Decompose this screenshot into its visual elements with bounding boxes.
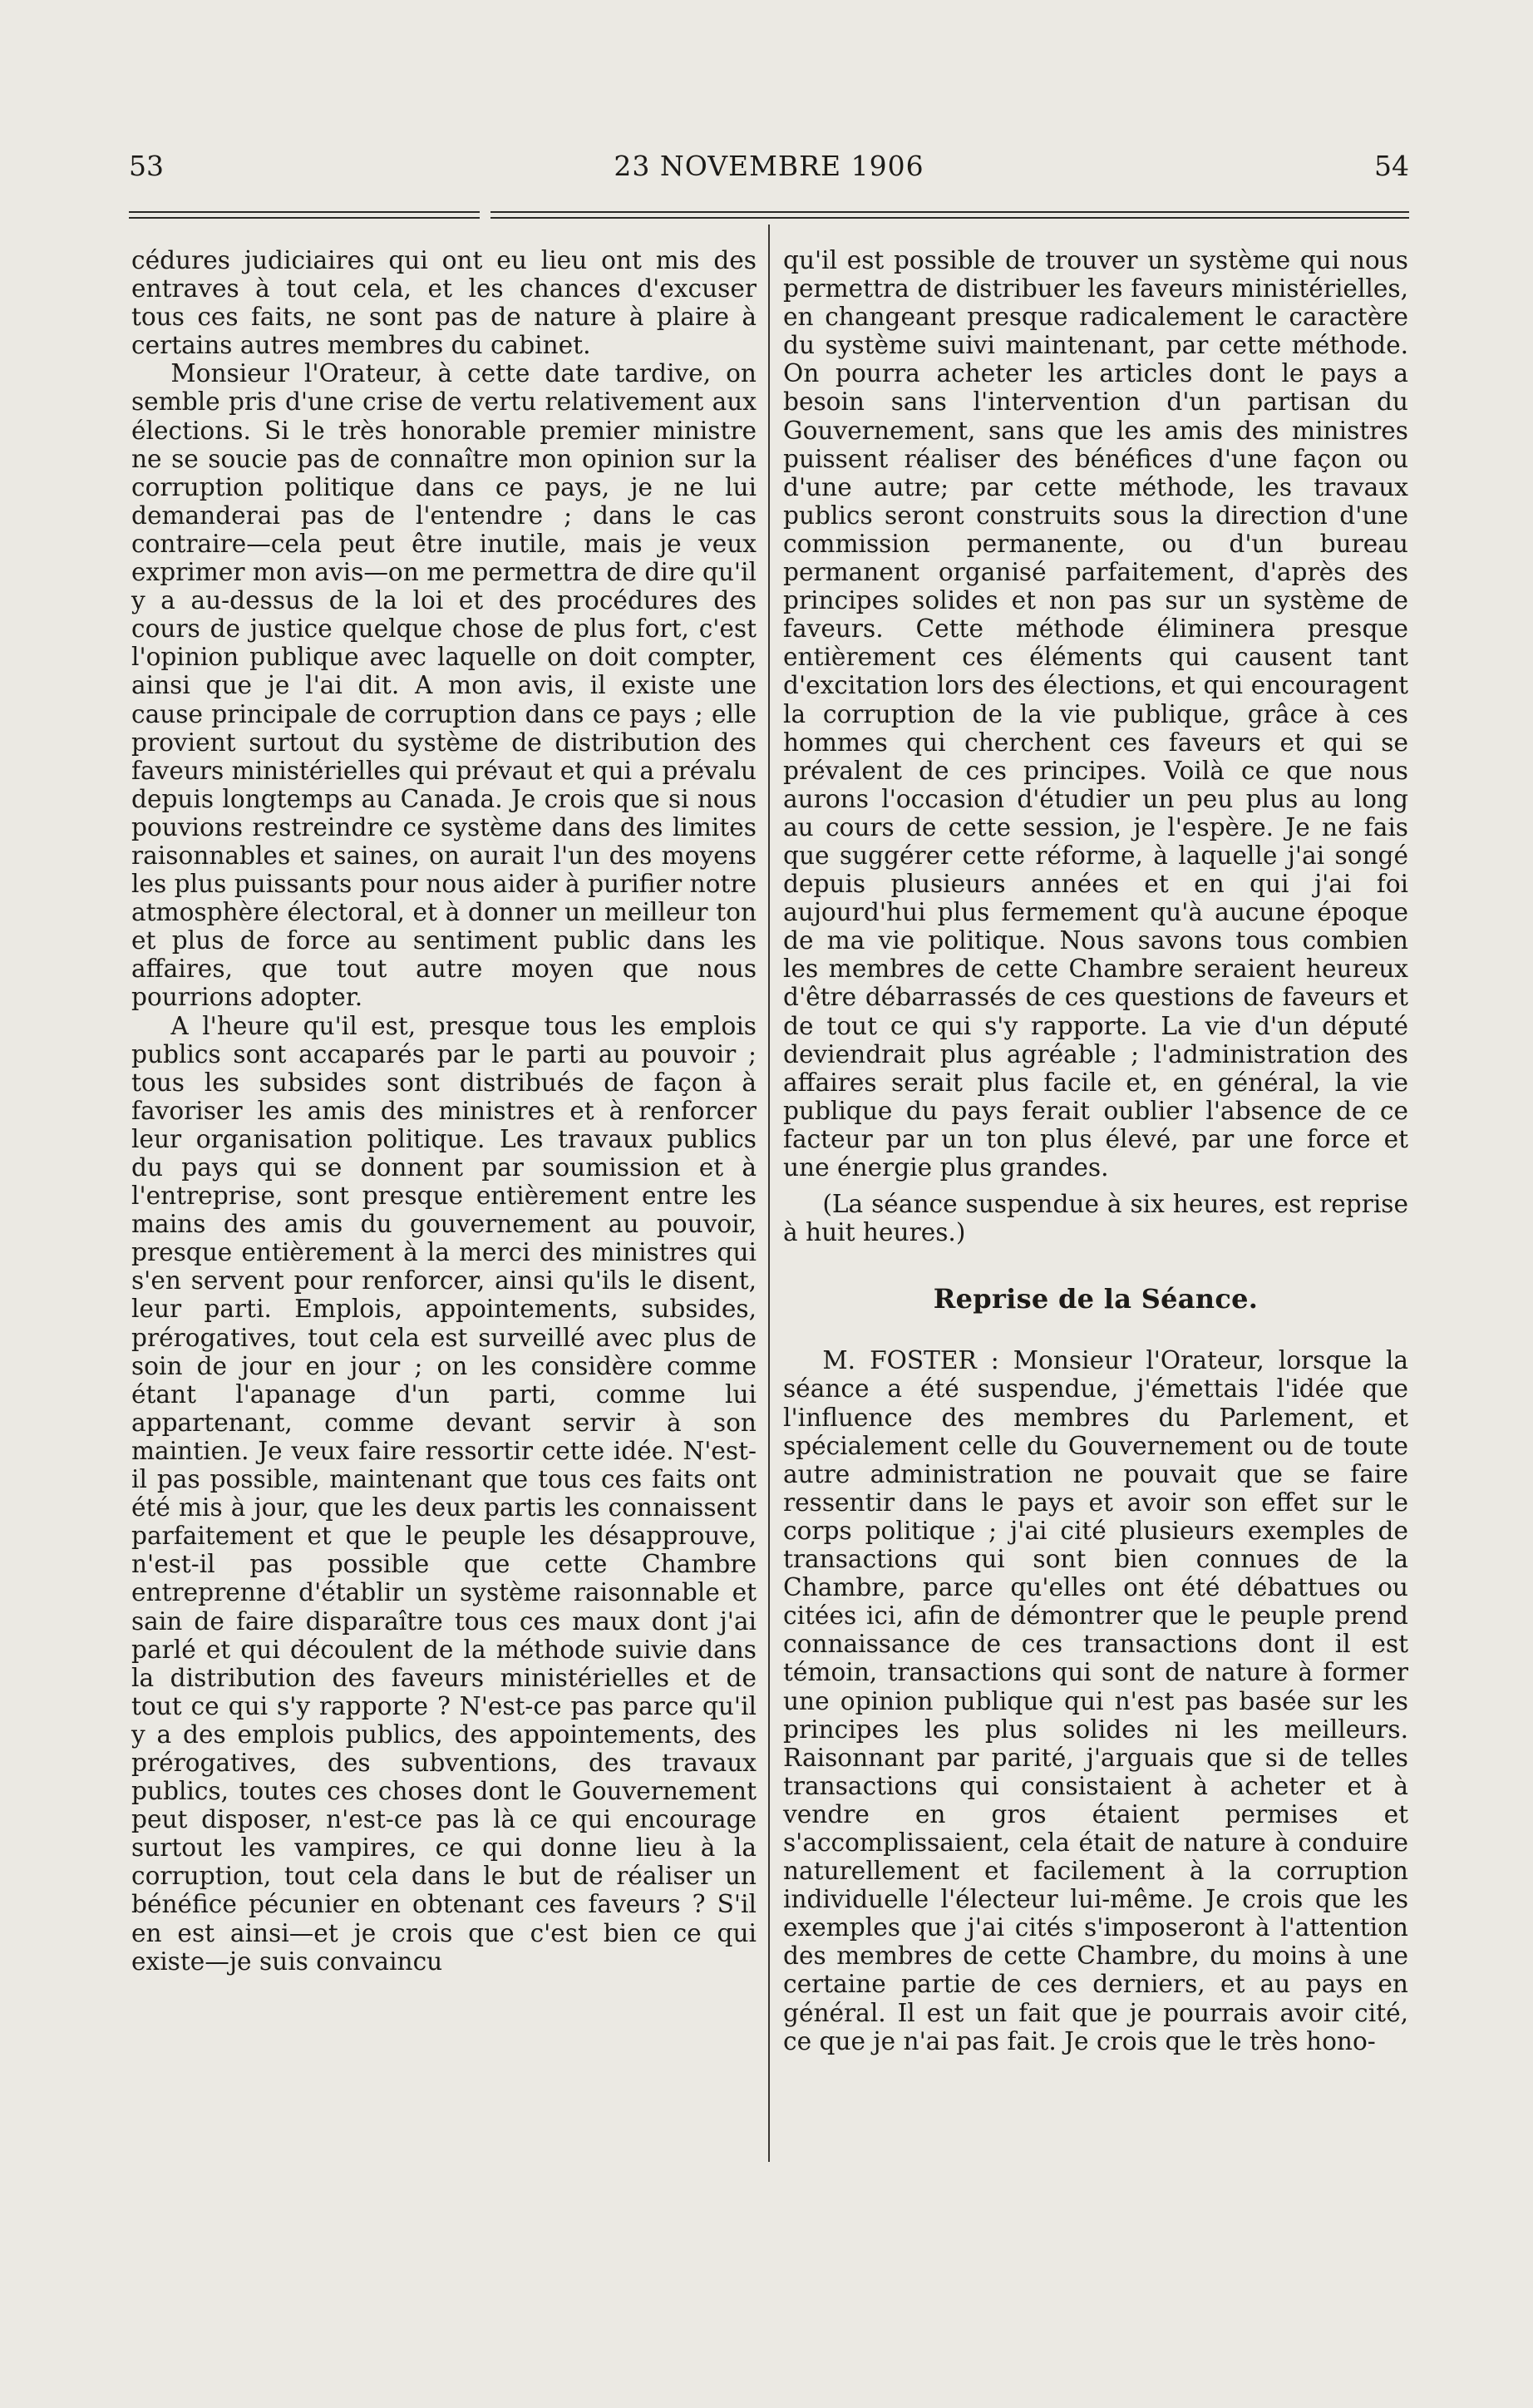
page-header [129,148,1409,190]
right-column [783,246,1408,2055]
paragraph: M. FOSTER : Monsieur l'Orateur, lorsque la séance a été suspendue, j'émettais l'idée que l'influence des membres du Parlement, et spécialement celle du Gouvernement ou de toute autre administration ne pouvait que se faire ressentir dans le pays et avoir son effet sur le corps politique ; j'ai cité plusieurs exemples de transactions qui sont bien connues de la Chambre, parce qu'elles ont été débattues ou citées ici, afin de démontrer que le peuple prend connaissance de ces transactions dont il est témoin, transactions qui sont de nature à former une opinion publique qui n'est pas basée sur les principes les plus solides ni les meilleurs. Raisonnant par parité, j'arguais que si de telles transactions qui consistaient à acheter et à vendre en gros étaient permises et s'accomplissaient, cela était de nature à conduire naturellement et facilement à la corruption individuelle l'électeur lui-même. Je crois que les exemples que j'ai cités s'imposeront à l'attention des membres de cette Chambre, du moins à une certaine partie de ces derniers, et au pays en général. Il est un fait que je pourrais avoir cité, ce que je n'ai pas fait. Je crois que le très hono- [783,1346,1408,2055]
left-column [131,246,757,1976]
paragraph: Monsieur l'Orateur, à cette date tardive, on semble pris d'une crise de vertu relativement aux élections. Si le très honorable premier ministre ne se soucie pas de connaître mon opinion sur la corruption politique dans ce pays, je ne lui demanderai pas de l'entendre ; dans le cas contraire—cela peut être inutile, mais je veux exprimer mon avis—on me permettra de dire qu'il y a au-dessus de la loi et des procédures des cours de justice quelque chose de plus fort, c'est l'opinion publique avec laquelle on doit compter, ainsi que je l'ai dit. A mon avis, il existe une cause principale de corruption dans ce pays ; elle provient surtout du système de distribution des faveurs ministérielles qui prévaut et qui a prévalu depuis longtemps au Canada. Je crois que si nous pouvions restreindre ce système dans des limites raisonnables et saines, on aurait l'un des moyens les plus puissants pour nous aider à purifier notre atmosphère électoral, et à donner un meilleur ton et plus de force au sentiment public dans les affaires, que tout autre moyen que nous pourrions adopter. [131,359,757,1012]
header-rule-left [129,211,480,219]
paragraph: A l'heure qu'il est, presque tous les emplois publics sont accaparés par le parti au pouvoir ; tous les subsides sont distribués de façon à favoriser les amis des ministres et à renforcer leur organisation politique. Les travaux publics du pays qui se donnent par soumission et à l'entreprise, sont presque entièrement entre les mains des amis du gouvernement au pouvoir, presque entièrement à la merci des ministres qui s'en servent pour renforcer, ainsi qu'ils le disent, leur parti. Emplois, appointements, subsides, prérogatives, tout cela est surveillé avec plus de soin de jour en jour ; on les considère comme étant l'apanage d'un parti, comme lui appartenant, comme devant servir à son maintien. Je veux faire ressortir cette idée. N'est-il pas possible, maintenant que tous ces faits ont été mis à jour, que les deux partis les connaissent parfaitement et que le peuple les désapprouve, n'est-il pas possible que cette Chambre entreprenne d'établir un système raisonnable et sain de faire disparaître tous ces maux dont j'ai parlé et qui découlent de la méthode suivie dans la distribution des faveurs ministérielles et de tout ce qui s'y rapporte ? N'est-ce pas parce qu'il y a des emplois publics, des appointements, des prérogatives, des subventions, des travaux publics, toutes ces choses dont le Gouvernement peut disposer, n'est-ce pas là ce qui encourage surtout les vampires, ce qui donne lieu à la corruption, tout cela dans le but de réaliser un bénéfice pécunier en obtenant ces faveurs ? S'il en est ainsi—et je crois que c'est bien ce qui existe—je suis convaincu [131,1011,757,1976]
section-heading: Reprise de la Séance. [933,1283,1259,1315]
header-date-title: 23 NOVEMBRE 1906 [614,150,924,182]
page-number-left: 53 [129,150,164,182]
paragraph: qu'il est possible de trouver un système qui nous permettra de distribuer les faveurs ministérielles, en changeant presque radicalement le caractère du système suivi maintenant, par cette méthode. On pourra acheter les articles dont le pays a besoin sans l'intervention d'un partisan du Gouvernement, sans que les amis des ministres puissent réaliser des bénéfices d'une façon ou d'une autre; par cette méthode, les travaux publics seront construits sous la direction d'une commission permanente, ou d'un bureau permanent organisé parfaitement, d'après des principes solides et non pas sur un système de faveurs. Cette méthode éliminera presque entièrement ces éléments qui causent tant d'excitation lors des élections, et qui encouragent la corruption de la vie publique, grâce à ces hommes qui cherchent ces faveurs et qui se prévalent de ces principes. Voilà ce que nous aurons l'occasion d'étudier un peu plus au long au cours de cette session, je l'espère. Je ne fais que suggérer cette réforme, à laquelle j'ai songé depuis plusieurs années et en qui j'ai foi aujourd'hui plus fermement qu'à aucune époque de ma vie politique. Nous savons tous combien les membres de cette Chambre seraient heureux d'être débarrassés de ces questions de faveurs et de tout ce qui s'y rapporte. La vie d'un député deviendrait plus agréable ; l'administration des affaires serait plus facile et, en général, la vie publique du pays ferait oublier l'absence de ce facteur par un ton plus élevé, par une force et une énergie plus grandes. [783,246,1408,1182]
page-number-right: 54 [1374,150,1409,182]
column-divider [768,225,770,2162]
paragraph: cédures judiciaires qui ont eu lieu ont mis des entraves à tout cela, et les chances d'excuser tous ces faits, ne sont pas de nature à plaire à certains autres membres du cabinet. [131,246,757,360]
session-note: (La séance suspendue à six heures, est reprise à huit heures.) [783,1190,1408,1247]
header-rule-right [490,211,1409,219]
